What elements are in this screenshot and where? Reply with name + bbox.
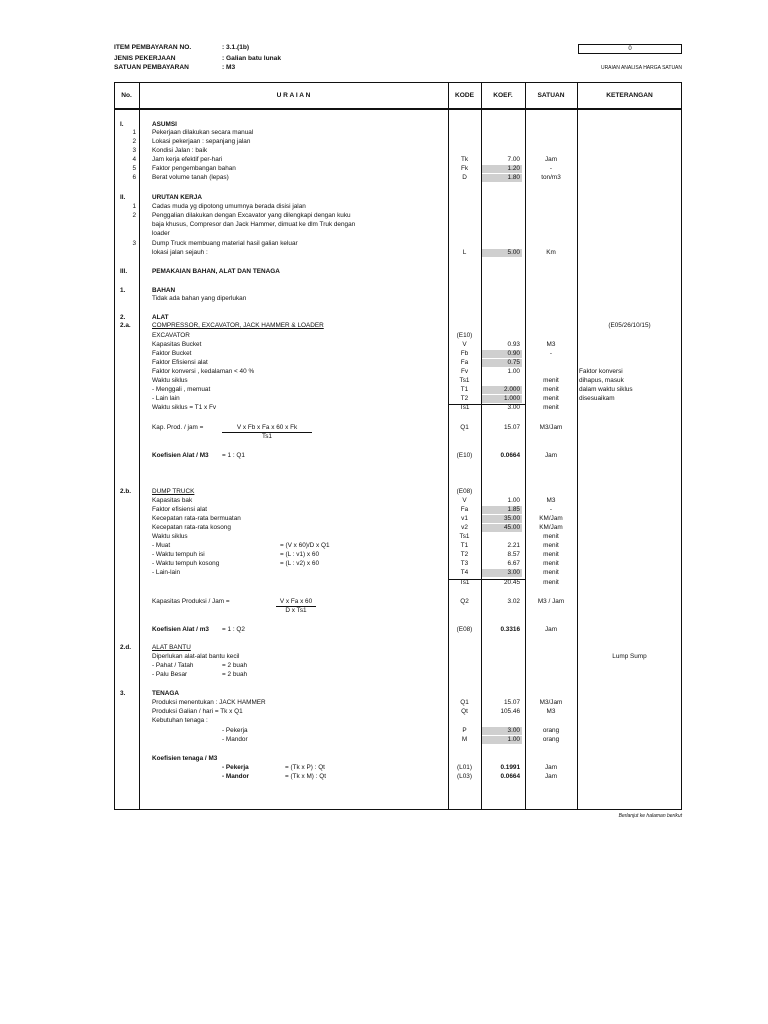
row-description: Faktor Efisiensi alat <box>152 359 208 366</box>
row-number: 2. <box>120 314 126 321</box>
row-kode: V <box>462 341 467 348</box>
row-kode: P <box>462 727 467 734</box>
row-kode: T2 <box>460 395 469 402</box>
row-number: 2.d. <box>120 644 132 651</box>
row-description: TENAGA <box>152 690 179 697</box>
row-koef: 2.21 <box>507 542 520 549</box>
row-formula: = (L : v1) x 60 <box>280 551 320 558</box>
row-description: Lokasi pekerjaan : sepanjang jalan <box>152 138 251 145</box>
row-description: loader <box>152 230 170 237</box>
row-kode: Fb <box>460 350 469 357</box>
row-kode: T1 <box>460 386 469 393</box>
row-koef: 1.00 <box>507 736 520 743</box>
row-satuan: Jam <box>544 764 558 771</box>
row-description: - Muat <box>152 542 171 549</box>
row-kode: (E08) <box>456 488 473 495</box>
row-koef: 105.46 <box>500 708 520 715</box>
row-kode: V <box>462 497 467 504</box>
row-satuan: menit <box>543 560 559 567</box>
row-description: Waktu siklus <box>152 377 188 384</box>
row-satuan: menit <box>543 386 559 393</box>
row-description: Kecepatan rata-rata bermuatan <box>152 515 241 522</box>
row-description: - Lain-lain <box>152 569 181 576</box>
row-satuan: menit <box>543 395 559 402</box>
row-number: 1 <box>132 203 136 210</box>
header-divider <box>114 108 682 110</box>
row-description: Berat volume tanah (lepas) <box>152 174 229 181</box>
row-kode: T3 <box>460 560 469 567</box>
row-kode: (L03) <box>457 773 472 780</box>
row-satuan: menit <box>543 377 559 384</box>
row-number: 3 <box>132 147 136 154</box>
row-satuan: - <box>549 350 553 357</box>
row-koef: 35.00 <box>504 515 520 522</box>
row-description: Produksi Galian / hari = Tk x Q1 <box>152 708 243 715</box>
row-number: 2 <box>132 212 136 219</box>
row-kode: Fa <box>460 359 469 366</box>
row-kode: Ts1 <box>459 579 470 586</box>
row-satuan: Km <box>546 249 556 256</box>
row-satuan: Jam <box>544 626 558 633</box>
row-description: Koefisien tenaga / M3 <box>152 755 218 762</box>
row-description: lokasi jalan sejauh : <box>152 249 208 256</box>
row-description: Jam kerja efektif per-hari <box>152 156 223 163</box>
row-satuan: menit <box>543 533 559 540</box>
row-description: - Pahat / Tatah <box>152 662 194 669</box>
row-satuan: KM/Jam <box>539 515 563 522</box>
row-kode: D <box>462 174 467 181</box>
row-description: - Waktu tempuh kosong <box>152 560 220 567</box>
col-divider <box>139 82 140 810</box>
row-koef: 3.02 <box>507 598 520 605</box>
row-koef: 1.00 <box>507 368 520 375</box>
row-satuan: M3 / Jam <box>537 598 565 605</box>
row-kode: Tk <box>460 156 469 163</box>
row-satuan: Jam <box>544 452 558 459</box>
item-pembayaran-label: ITEM PEMBAYARAN NO. <box>114 44 192 51</box>
row-satuan: Jam <box>544 773 558 780</box>
row-satuan: M3 <box>546 341 556 348</box>
row-kode: L <box>462 249 467 256</box>
row-description: - Lain lain <box>152 395 180 402</box>
row-description: PEMAKAIAN BAHAN, ALAT DAN TENAGA <box>152 268 280 275</box>
col-header-kode: KODE <box>454 92 475 99</box>
row-koef: 6.67 <box>507 560 520 567</box>
row-kode: (E10) <box>456 332 473 339</box>
row-description: Kebutuhan tenaga : <box>152 717 208 724</box>
row-formula: = (Tk x M) : Qt <box>285 773 327 780</box>
row-koef: 15.07 <box>504 424 520 431</box>
row-number: 1 <box>132 129 136 136</box>
col-header-koef: KOEF. <box>493 92 513 99</box>
row-number: 3 <box>132 240 136 247</box>
row-description: Penggalian dilakukan dengan Excavator yang dilengkapi dengan kuku <box>152 212 351 219</box>
row-satuan: - <box>549 165 553 172</box>
row-satuan: M3/Jam <box>539 699 563 706</box>
row-kode: Ts1 <box>459 404 470 411</box>
row-description: Waktu siklus <box>152 533 188 540</box>
row-koef: 20.45 <box>504 579 520 586</box>
row-kode: Q2 <box>460 598 469 605</box>
row-sub-description: - Mandor <box>222 736 248 743</box>
row-number: 6 <box>132 174 136 181</box>
row-kode: Q1 <box>460 424 469 431</box>
col-header-no: No. <box>121 92 132 99</box>
row-number: 5 <box>132 165 136 172</box>
row-kode: Fk <box>460 165 469 172</box>
kap-prod-denominator: Ts1 <box>262 433 272 440</box>
row-kode: T2 <box>460 551 469 558</box>
row-koef: 1.00 <box>507 497 520 504</box>
row-kode: T4 <box>460 569 469 576</box>
row-description: Tidak ada bahan yang diperlukan <box>152 295 247 302</box>
row-description: Kapasitas Produksi / Jam = <box>152 598 230 605</box>
row-kode: Ts1 <box>459 533 470 540</box>
row-description: Kapasitas Bucket <box>152 341 202 348</box>
item-pembayaran-value: : 3.1.(1b) <box>222 44 250 51</box>
row-kode: T1 <box>460 542 469 549</box>
row-number: II. <box>120 194 126 201</box>
row-koef: 3.00 <box>507 404 520 411</box>
row-description: Kondisi Jalan : baik <box>152 147 208 154</box>
row-description: COMPRESSOR, EXCAVATOR, JACK HAMMER & LOADER <box>152 322 324 329</box>
row-number: 1. <box>120 287 126 294</box>
satuan-pembayaran-label: SATUAN PEMBAYARAN <box>114 64 189 71</box>
row-number: 2.b. <box>120 488 132 495</box>
row-satuan: menit <box>543 404 559 411</box>
row-satuan: menit <box>543 542 559 549</box>
row-description: Koefisien Alat / m3 <box>152 626 209 633</box>
row-description: Faktor pengembangan bahan <box>152 165 236 172</box>
row-satuan: Jam <box>544 156 558 163</box>
row-koef: 8.57 <box>507 551 520 558</box>
row-koef: 1.85 <box>507 506 520 513</box>
row-kode: Q1 <box>460 699 469 706</box>
row-satuan: ton/m3 <box>541 174 561 181</box>
row-number: 3. <box>120 690 126 697</box>
row-description: - Palu Besar <box>152 671 188 678</box>
row-kode: Fa <box>460 506 469 513</box>
row-description: URUTAN KERJA <box>152 194 202 201</box>
row-description: Kecepatan rata-rata kosong <box>152 524 231 531</box>
row-koef: 5.00 <box>507 249 520 256</box>
col-header-uraian: U R A I A N <box>276 92 311 99</box>
row-koef: 1.20 <box>507 165 520 172</box>
row-kode: (L01) <box>457 764 472 771</box>
row-description: Waktu siklus = T1 x Fv <box>152 404 217 411</box>
row-koef: 3.00 <box>507 569 520 576</box>
jenis-pekerjaan-value: : Galian batu lunak <box>222 55 281 62</box>
row-description: Pekerjaan dilakukan secara manual <box>152 129 254 136</box>
row-keterangan: dalam waktu siklus <box>579 386 633 393</box>
row-satuan: menit <box>543 569 559 576</box>
row-satuan: M3 <box>546 708 556 715</box>
row-description: Cadas muda yg dipotong umumnya berada disisi jalan <box>152 203 306 210</box>
col-divider <box>577 82 578 810</box>
kap-produksi-denominator: D x Ts1 <box>285 607 307 614</box>
row-satuan: orang <box>542 727 560 734</box>
row-description: Faktor efisiensi alat <box>152 506 208 513</box>
col-header-satuan: SATUAN <box>537 92 565 99</box>
row-kode: (E08) <box>456 626 473 633</box>
row-description: - Menggali , memuat <box>152 386 211 393</box>
row-number: 4 <box>132 156 136 163</box>
koef-alat-e08-formula: = 1 : Q2 <box>222 626 245 633</box>
row-kode: (E10) <box>456 452 473 459</box>
kap-produksi-numerator: V x Fa x 60 <box>276 598 316 607</box>
koef-alat-e10-formula: = 1 : Q1 <box>222 452 245 459</box>
row-description: ALAT BANTU <box>152 644 191 651</box>
row-description: Dump Truck membuang material hasil galian keluar <box>152 240 298 247</box>
row-description: EXCAVATOR <box>152 332 190 339</box>
row-description: Produksi menentukan : JACK HAMMER <box>152 699 266 706</box>
row-number: I. <box>120 121 124 128</box>
kap-prod-numerator: V x Fb x Fa x 60 x Fk <box>222 424 312 433</box>
row-keterangan: disesuaikam <box>579 395 615 402</box>
row-koef: 0.75 <box>507 359 520 366</box>
satuan-pembayaran-value: : M3 <box>222 64 236 71</box>
row-keterangan: Faktor konversi <box>579 368 623 375</box>
row-satuan: menit <box>543 551 559 558</box>
row-description: Koefisien Alat / M3 <box>152 452 209 459</box>
row-number: III. <box>120 268 128 275</box>
row-koef: 0.93 <box>507 341 520 348</box>
row-description: - Waktu tempuh isi <box>152 551 205 558</box>
row-kode: M <box>461 736 468 743</box>
row-keterangan: dihapus, masuk <box>579 377 624 384</box>
row-kode: Fv <box>460 368 469 375</box>
row-description: ASUMSI <box>152 121 177 128</box>
row-koef: 15.07 <box>504 699 520 706</box>
row-description: BAHAN <box>152 287 176 294</box>
row-koef: 0.90 <box>507 350 520 357</box>
row-kode: v1 <box>461 515 468 522</box>
row-sub-description: - Pekerja <box>222 727 248 734</box>
row-description: Kap. Prod. / jam = <box>152 424 204 431</box>
row-satuan: M3/Jam <box>539 424 563 431</box>
row-kode: Qt <box>461 708 468 715</box>
row-koef: 7.00 <box>507 156 520 163</box>
row-satuan: orang <box>542 736 560 743</box>
row-formula: = (L : v2) x 60 <box>280 560 320 567</box>
row-formula: = (Tk x P) : Qt <box>285 764 325 771</box>
row-description: baja khusus, Compresor dan Jack Hammer, dimuat ke dlm Truk dengan <box>152 221 356 228</box>
row-formula: = 2 buah <box>222 662 248 669</box>
row-description: Kapasitas bak <box>152 497 193 504</box>
row-keterangan: Lump Sump <box>612 653 647 660</box>
row-satuan: M3 <box>546 497 556 504</box>
row-koef: 0.0664 <box>500 773 520 780</box>
row-koef: 3.00 <box>507 727 520 734</box>
jenis-pekerjaan-label: JENIS PEKERJAAN <box>114 55 176 62</box>
doc-title: URAIAN ANALISA HARGA SATUAN <box>600 65 682 71</box>
row-satuan: - <box>549 506 553 513</box>
row-keterangan: (E05/26/10/15) <box>608 322 651 329</box>
row-satuan: KM/Jam <box>539 524 563 531</box>
code-box: 0 <box>578 44 682 54</box>
row-sub-description: - Pekerja <box>222 764 249 771</box>
row-satuan: menit <box>543 579 559 586</box>
row-koef: 1.000 <box>504 395 520 402</box>
row-koef: 1.80 <box>507 174 520 181</box>
row-koef: 0.3316 <box>500 626 520 633</box>
row-koef: 2.000 <box>504 386 520 393</box>
col-header-keterangan: KETERANGAN <box>606 92 653 99</box>
row-number: 2.a. <box>120 322 131 329</box>
row-description: DUMP TRUCK <box>152 488 195 495</box>
row-description: Diperlukan alat-alat bantu kecil <box>152 653 240 660</box>
row-number: 2 <box>132 138 136 145</box>
row-sub-description: - Mandor <box>222 773 249 780</box>
row-formula: = (V x 60)/D x Q1 <box>280 542 330 549</box>
row-kode: Ts1 <box>459 377 470 384</box>
row-koef: 0.0664 <box>500 452 520 459</box>
row-description: Faktor konversi , kedalaman < 40 % <box>152 368 255 375</box>
row-koef: 45.00 <box>504 524 520 531</box>
row-description: Faktor Bucket <box>152 350 192 357</box>
row-koef: 0.1991 <box>500 764 520 771</box>
row-kode: v2 <box>461 524 468 531</box>
footer-note: Berlanjut ke halaman berikut <box>618 813 682 819</box>
row-description: ALAT <box>152 314 169 321</box>
row-formula: = 2 buah <box>222 671 248 678</box>
